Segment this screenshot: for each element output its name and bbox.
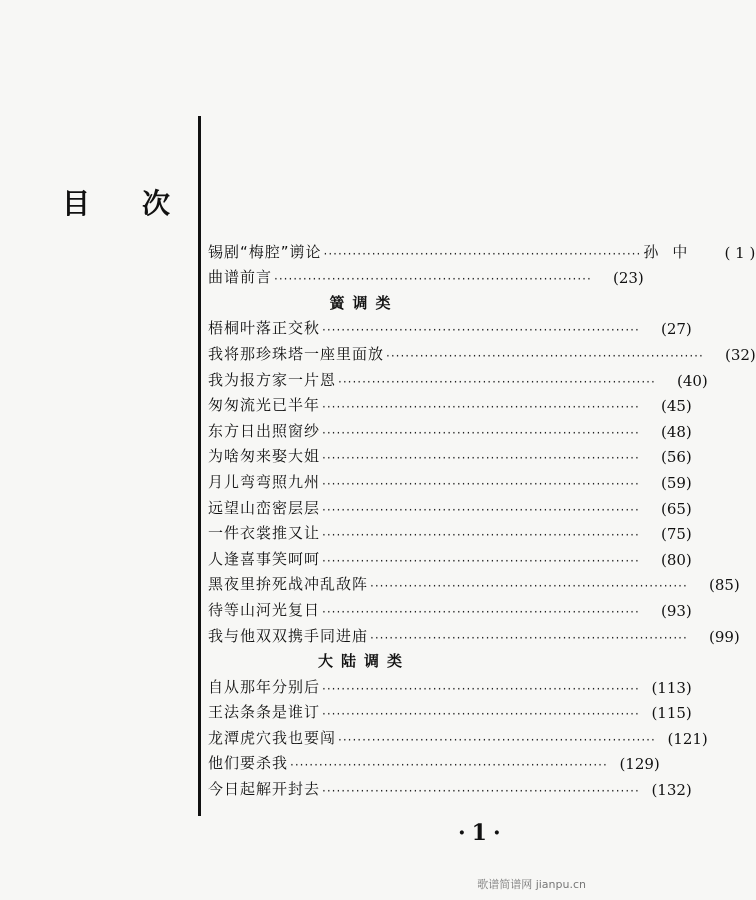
- leader-dots: ··································································: [322, 451, 640, 466]
- toc-entry-title: 王法条条是谁订: [208, 703, 321, 722]
- toc-entry[interactable]: [208, 338, 756, 364]
- section-heading-huang: 簧调类: [329, 293, 399, 312]
- toc-entry-page: (48): [660, 422, 692, 441]
- toc-entry-title: 一件衣裳推又让: [208, 524, 321, 543]
- toc-entry-title: 曲谱前言: [208, 268, 273, 287]
- section-heading-dalu: 大陆调类: [317, 652, 410, 671]
- toc-entry[interactable]: [208, 262, 644, 288]
- toc-entry[interactable]: [208, 671, 692, 697]
- leader-dots: ··································································: [322, 681, 640, 696]
- toc-entry-page: (45): [660, 397, 692, 416]
- table-of-contents: [208, 236, 756, 800]
- leader-dots: ··································································: [322, 400, 640, 415]
- toc-entry-page: (40): [676, 371, 708, 390]
- leader-dots: ··································································: [370, 630, 688, 645]
- toc-entry-page: (27): [660, 320, 692, 339]
- page-title: [62, 182, 170, 222]
- toc-entry-page: (113): [651, 678, 692, 697]
- toc-entry-page: (99): [708, 627, 740, 646]
- toc-entry[interactable]: [208, 569, 740, 595]
- toc-entry-title: 锡剧“梅腔”谫论: [208, 242, 322, 261]
- leader-dots: ··································································: [322, 323, 640, 338]
- leader-dots: ··································································: [290, 758, 608, 773]
- toc-entry[interactable]: [208, 313, 692, 339]
- vertical-rule: [198, 116, 201, 816]
- toc-entry-page: (23): [612, 269, 644, 288]
- title-right: 次: [142, 187, 171, 220]
- toc-entry-title: 梧桐叶落正交秋: [208, 319, 321, 338]
- leader-dots: ··································································: [322, 604, 640, 619]
- toc-entry-title: 自从那年分别后: [208, 677, 321, 696]
- toc-entry-title: 他们要杀我: [208, 754, 289, 773]
- toc-entry[interactable]: [208, 697, 692, 723]
- page-number: ·1·: [458, 820, 507, 846]
- leader-dots: ··································································: [322, 425, 640, 440]
- toc-entry[interactable]: [208, 620, 740, 646]
- toc-entry-page: (121): [667, 729, 708, 748]
- leader-dots: ··································································: [370, 579, 688, 594]
- toc-entry[interactable]: [208, 415, 692, 441]
- toc-entry[interactable]: [208, 722, 708, 748]
- toc-entry-title: 我将那珍珠塔一座里面放: [208, 344, 385, 363]
- leader-dots: ··································································: [322, 502, 640, 517]
- toc-entry[interactable]: [208, 748, 660, 774]
- toc-entry-page: (132): [651, 781, 692, 800]
- leader-dots: ··································································: [338, 732, 656, 747]
- toc-entry-author: 孙中: [643, 242, 702, 261]
- toc-entry-page: (75): [660, 525, 692, 544]
- toc-entry-title: 东方日出照窗纱: [208, 421, 321, 440]
- watermark: 歌谱简谱网 jianpu.cn: [477, 878, 586, 891]
- toc-entry[interactable]: [208, 594, 692, 620]
- toc-entry-page: ( 1 ): [724, 243, 756, 262]
- toc-entry-page: (65): [660, 499, 692, 518]
- toc-entry-title: 月儿弯弯照九州: [208, 472, 321, 491]
- toc-entry-title: 龙潭虎穴我也要闯: [208, 728, 337, 747]
- toc-entry-page: (129): [619, 755, 660, 774]
- toc-entry-title: 黑夜里拚死战冲乱敌阵: [208, 575, 369, 594]
- toc-entry[interactable]: [208, 543, 692, 569]
- toc-entry[interactable]: [208, 492, 692, 518]
- toc-entry-page: (85): [708, 576, 740, 595]
- leader-dots: ··································································: [386, 348, 704, 363]
- toc-entry-title: 为啥匆来娶大姐: [208, 447, 321, 466]
- title-left: 目: [62, 187, 91, 220]
- toc-entry-title: 今日起解开封去: [208, 780, 321, 799]
- toc-entry[interactable]: [208, 773, 692, 800]
- leader-dots: ··································································: [274, 272, 592, 287]
- toc-entry-page: (59): [660, 473, 692, 492]
- leader-dots: ··································································: [323, 246, 642, 261]
- toc-entry-title: 远望山峦密层层: [208, 498, 321, 517]
- leader-dots: ··································································: [322, 476, 640, 491]
- toc-entry[interactable]: [208, 466, 692, 492]
- toc-entry-title: 匆匆流光已半年: [208, 396, 321, 415]
- toc-entry-title: 我为报方家一片恩: [208, 370, 337, 389]
- toc-entry-page: (80): [660, 550, 692, 569]
- leader-dots: ··································································: [322, 707, 640, 722]
- leader-dots: ··································································: [322, 528, 640, 543]
- toc-entry[interactable]: [208, 441, 692, 467]
- leader-dots: ··································································: [322, 553, 640, 568]
- toc-entry[interactable]: [208, 364, 708, 390]
- toc-entry[interactable]: [208, 518, 692, 544]
- toc-entry-title: 人逢喜事笑呵呵: [208, 549, 321, 568]
- toc-entry-title: 我与他双双携手同进庙: [208, 626, 369, 645]
- toc-entry-page: (32): [724, 345, 756, 364]
- toc-entry-page: (115): [651, 704, 692, 723]
- toc-entry-title: 待等山河光复日: [208, 600, 321, 619]
- leader-dots: ··································································: [338, 374, 656, 389]
- toc-entry-page: (93): [660, 601, 692, 620]
- toc-entry[interactable]: [208, 236, 756, 262]
- toc-entry[interactable]: [208, 390, 692, 416]
- toc-entry-page: (56): [660, 448, 692, 467]
- leader-dots: ··································································: [322, 784, 640, 799]
